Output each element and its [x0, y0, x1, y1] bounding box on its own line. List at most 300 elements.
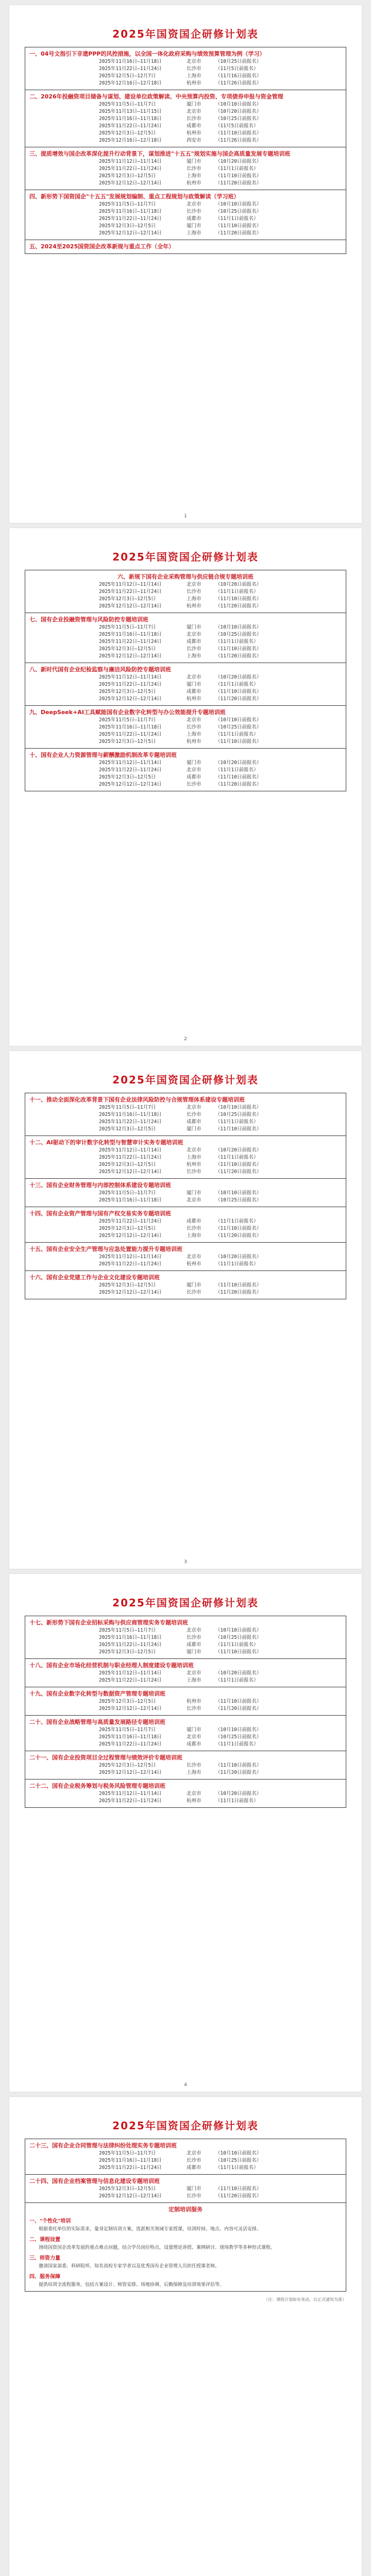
session-line: [29, 581, 342, 588]
session-dates: 2025年11月22日—11月24日: [99, 216, 162, 222]
session-dates: 2025年11月5日—11月7日: [99, 624, 156, 630]
session-deadline: （11月1日前报名）: [215, 1218, 259, 1224]
page-title: 2025年国资国企研修计划表: [112, 1597, 259, 1609]
service-box: [25, 2202, 346, 2292]
course-title: 四、新形势下国资国企"十五五"发展规划编制、重点工程规划与政策解读（学习班）: [29, 193, 240, 200]
session-deadline: （10月25日前报名）: [215, 209, 262, 214]
session-dates: 2025年12月12日—12月14日: [99, 2193, 162, 2199]
session-deadline: （10月10日前报名）: [215, 2150, 262, 2156]
session-city: 上海市: [187, 230, 201, 236]
session-city: 北京市: [187, 1734, 201, 1740]
schedule-table: [25, 1093, 346, 1299]
session-deadline: （10月20日前报名）: [215, 674, 262, 680]
session-dates: 2025年12月3日—12月5日: [99, 596, 156, 602]
session-line: [29, 1762, 342, 1769]
session-city: 成都市: [187, 1642, 201, 1648]
course-title: 八、新时代国有企业纪检监察与廉洁风险防控专题培训班: [29, 666, 171, 673]
course-row: [25, 240, 346, 253]
session-city: 上海市: [187, 73, 201, 79]
course-title: 十、国有企业人力资源管理与薪酬激励机制改革专题培训班: [29, 752, 177, 758]
session-dates: 2025年12月3日—12月5日: [99, 1282, 156, 1288]
session-line: [29, 1104, 342, 1111]
session-dates: 2025年11月16日—11月18日: [99, 632, 162, 637]
session-line: [29, 1790, 342, 1798]
session-deadline: （11月20日前报名）: [215, 1770, 262, 1775]
session-dates: 2025年12月3日—12月5日: [99, 1162, 156, 1167]
session-city: 成都市: [187, 123, 201, 129]
session-line: [29, 1649, 342, 1656]
session-line: [29, 603, 342, 610]
course-row: [25, 90, 346, 147]
course-title: 二十三、国有企业合同管理与法律纠纷处理实务专题培训班: [29, 2142, 177, 2149]
course-title: 十六、国有企业党建工作与企业文化建设专题培训班: [29, 1274, 160, 1281]
session-deadline: （11月10日前报名）: [215, 774, 262, 780]
session-line: [29, 674, 342, 681]
session-deadline: （10月20日前报名）: [215, 1791, 262, 1797]
session-city: 北京市: [187, 59, 201, 64]
session-deadline: （11月1日前报名）: [215, 216, 259, 222]
course-row: [25, 147, 346, 190]
session-deadline: （10月10日前报名）: [215, 1190, 262, 1196]
session-dates: 2025年12月3日—12月5日: [99, 1649, 156, 1655]
session-dates: 2025年12月12日—12月14日: [99, 603, 162, 609]
course-title: 十二、AI驱动下的审计数字化转型与智慧审计实务专题培训班: [29, 1139, 183, 1146]
session-city: 厦门市: [187, 1282, 201, 1288]
session-dates: 2025年11月12日—11月14日: [99, 159, 162, 164]
session-city: 杭州市: [187, 130, 201, 136]
session-city: 北京市: [187, 109, 201, 114]
session-dates: 2025年11月12日—11月14日: [99, 1791, 162, 1797]
page-1: [9, 5, 362, 523]
session-line: [29, 653, 342, 660]
session-dates: 2025年11月5日—11月7日: [99, 101, 156, 107]
service-heading: 一、"个性化"培训: [29, 2218, 71, 2224]
session-line: [29, 1190, 342, 1197]
session-deadline: （11月1日前报名）: [215, 1677, 259, 1683]
session-line: [29, 738, 342, 745]
session-deadline: （11月10日前报名）: [215, 646, 262, 652]
session-deadline: （10月25日前报名）: [215, 1635, 262, 1640]
session-deadline: （11月20日前报名）: [215, 1706, 262, 1711]
session-deadline: （11月1日前报名）: [215, 589, 259, 595]
course-row: [25, 749, 346, 791]
session-line: [29, 731, 342, 738]
session-dates: 2025年11月22日—11月24日: [99, 682, 162, 687]
page-number: 3: [184, 1560, 187, 1565]
session-line: [29, 2150, 342, 2157]
session-deadline: （10月10日前报名）: [215, 201, 262, 207]
course-row: [25, 1716, 346, 1751]
session-line: [29, 115, 342, 123]
session-deadline: （11月20日前报名）: [215, 782, 262, 787]
session-city: 厦门市: [187, 1126, 201, 1132]
session-line: [29, 101, 342, 108]
session-deadline: （10月20日前报名）: [215, 760, 262, 766]
session-deadline: （11月20日前报名）: [215, 2193, 262, 2199]
session-line: [29, 1168, 342, 1176]
session-city: 长沙市: [187, 1169, 201, 1175]
service-heading: 三、师资力量: [29, 2256, 60, 2261]
session-city: 长沙市: [187, 1290, 201, 1295]
session-line: [29, 1670, 342, 1677]
session-city: 上海市: [187, 1233, 201, 1239]
session-line: [29, 208, 342, 215]
session-deadline: （11月1日前报名）: [215, 1798, 259, 1804]
session-deadline: （11月1日前报名）: [215, 1261, 259, 1267]
session-city: 长沙市: [187, 1112, 201, 1117]
session-deadline: （11月10日前报名）: [215, 689, 262, 694]
session-line: [29, 624, 342, 631]
schedule-table: [25, 2139, 346, 2203]
session-dates: 2025年11月22日—11月24日: [99, 123, 162, 129]
session-city: 北京市: [187, 201, 201, 207]
service-heading: 二、课程设置: [29, 2237, 60, 2243]
session-city: 上海市: [187, 732, 201, 737]
session-dates: 2025年11月5日—11月7日: [99, 717, 156, 723]
session-city: 长沙市: [187, 209, 201, 214]
session-line: [29, 180, 342, 187]
session-deadline: （11月20日前报名）: [215, 1233, 262, 1239]
session-line: [29, 759, 342, 767]
session-deadline: （11月10日前报名）: [215, 1282, 262, 1288]
session-dates: 2025年12月3日—12月5日: [99, 1226, 156, 1231]
session-dates: 2025年12月12日—12月14日: [99, 1169, 162, 1175]
session-city: 长沙市: [187, 1706, 201, 1711]
session-line: [29, 638, 342, 646]
session-deadline: （11月10日前报名）: [215, 1226, 262, 1231]
session-city: 厦门市: [187, 1649, 201, 1655]
page-number: 1: [184, 514, 187, 519]
session-dates: 2025年11月12日—11月14日: [99, 760, 162, 766]
session-deadline: （10月25日前报名）: [215, 59, 262, 64]
session-dates: 2025年11月16日—11月18日: [99, 209, 162, 214]
session-deadline: （11月1日前报名）: [215, 2165, 259, 2171]
session-dates: 2025年11月22日—11月24日: [99, 1677, 162, 1683]
session-deadline: （11月1日前报名）: [215, 682, 259, 687]
session-dates: 2025年11月16日—11月18日: [99, 1197, 162, 1203]
session-city: 上海市: [187, 1155, 201, 1160]
course-row: [25, 1780, 346, 1807]
session-line: [29, 1282, 342, 1289]
session-deadline: （11月20日前报名）: [215, 1290, 262, 1295]
session-city: 长沙市: [187, 116, 201, 122]
session-line: [29, 724, 342, 731]
service-heading: 四、服务保障: [29, 2274, 60, 2280]
session-city: 长沙市: [187, 724, 201, 730]
session-dates: 2025年11月16日—11月18日: [99, 116, 162, 122]
session-deadline: （10月10日前报名）: [215, 1727, 262, 1733]
session-line: [29, 1641, 342, 1649]
session-dates: 2025年12月3日—12月5日: [99, 223, 156, 229]
session-line: [29, 1726, 342, 1734]
course-title: 三、提质增效与国企改革深化提升行动背景下，谋划推进"十五五"规划实施与国企高质量发展专题培训班: [29, 150, 291, 157]
session-dates: 2025年11月22日—11月24日: [99, 1218, 162, 1224]
session-city: 成都市: [187, 689, 201, 694]
session-dates: 2025年11月12日—11月14日: [99, 1147, 162, 1153]
session-city: 成都市: [187, 1119, 201, 1125]
session-line: [29, 781, 342, 788]
session-city: 厦门市: [187, 101, 201, 107]
course-title: 六、新规下国有企业采购管理与供应链合规专题培训班: [117, 573, 254, 580]
session-dates: 2025年12月3日—12月5日: [99, 2186, 156, 2192]
session-dates: 2025年11月22日—11月24日: [99, 589, 162, 595]
session-line: [29, 73, 342, 80]
session-city: 北京市: [187, 1628, 201, 1633]
course-row: [25, 1136, 346, 1179]
course-row: [25, 1659, 346, 1687]
session-deadline: （11月10日前报名）: [215, 1699, 262, 1704]
session-city: 杭州市: [187, 1261, 201, 1267]
session-dates: 2025年12月16日—12月18日: [99, 80, 162, 86]
session-line: [29, 58, 342, 65]
session-line: [29, 631, 342, 638]
session-deadline: （11月10日前报名）: [215, 1162, 262, 1167]
course-title: 十三、国有企业财务管理与内部控制体系建设专题培训班: [29, 1182, 171, 1189]
session-line: [29, 2193, 342, 2200]
session-deadline: （10月25日前报名）: [215, 632, 262, 637]
session-dates: 2025年11月5日—11月7日: [99, 2150, 156, 2156]
session-deadline: （10月25日前报名）: [215, 1112, 262, 1117]
session-dates: 2025年11月22日—11月24日: [99, 1798, 162, 1804]
session-line: [29, 1225, 342, 1232]
session-city: 杭州市: [187, 1162, 201, 1167]
session-line: [29, 717, 342, 724]
session-city: 长沙市: [187, 66, 201, 72]
session-dates: 2025年12月12日—12月14日: [99, 1233, 162, 1239]
session-dates: 2025年12月12日—12月14日: [99, 782, 162, 787]
page-title: 2025年国资国企研修计划表: [112, 28, 259, 40]
session-deadline: （10月20日前报名）: [215, 159, 262, 164]
session-line: [29, 646, 342, 653]
session-city: 北京市: [187, 1670, 201, 1676]
service-row: [25, 2203, 346, 2291]
session-dates: 2025年11月16日—11月18日: [99, 1734, 162, 1740]
session-deadline: （10月25日前报名）: [215, 116, 262, 122]
page-title: 2025年国资国企研修计划表: [112, 1074, 259, 1086]
session-dates: 2025年11月22日—11月24日: [99, 66, 162, 72]
session-line: [29, 1261, 342, 1268]
session-city: 杭州市: [187, 603, 201, 609]
session-deadline: （10月25日前报名）: [215, 2158, 262, 2163]
course-row: [25, 663, 346, 706]
session-line: [29, 696, 342, 703]
session-deadline: （11月1日前报名）: [215, 767, 259, 773]
course-title: 二十一、国有企业投资项目全过程管理与绩效评价专题培训班: [29, 1754, 182, 1761]
session-dates: 2025年11月5日—11月7日: [99, 1190, 156, 1196]
session-dates: 2025年11月5日—11月7日: [99, 201, 156, 207]
session-city: 长沙市: [187, 646, 201, 652]
session-deadline: （11月5日前报名）: [215, 66, 259, 72]
session-city: 北京市: [187, 767, 201, 773]
session-city: 西安市: [187, 138, 201, 143]
session-dates: 2025年11月16日—11月18日: [99, 724, 162, 730]
session-city: 北京市: [187, 1197, 201, 1203]
session-line: [29, 1126, 342, 1133]
session-dates: 2025年12月3日—12月5日: [99, 1126, 156, 1132]
session-deadline: （11月1日前报名）: [215, 166, 259, 172]
session-dates: 2025年11月12日—11月14日: [99, 1670, 162, 1676]
session-deadline: （10月10日前报名）: [215, 1628, 262, 1633]
session-dates: 2025年11月22日—11月24日: [99, 166, 162, 172]
session-city: 北京市: [187, 674, 201, 680]
session-city: 北京市: [187, 717, 201, 723]
session-line: [29, 1232, 342, 1240]
session-city: 上海市: [187, 653, 201, 659]
session-line: [29, 767, 342, 774]
session-city: 厦门市: [187, 223, 201, 229]
course-title: 十九、国有企业数字化转型与数据资产管理专题培训班: [29, 1690, 165, 1697]
session-city: 厦门市: [187, 1727, 201, 1733]
session-line: [29, 80, 342, 87]
session-deadline: （11月10日前报名）: [215, 596, 262, 602]
session-dates: 2025年11月22日—11月24日: [99, 1119, 162, 1125]
session-city: 杭州市: [187, 696, 201, 702]
session-deadline: （11月5日前报名）: [215, 123, 259, 129]
session-dates: 2025年12月12日—12月14日: [99, 230, 162, 236]
session-city: 长沙市: [187, 589, 201, 595]
session-line: [29, 2164, 342, 2172]
session-line: [29, 1218, 342, 1225]
session-city: 北京市: [187, 582, 201, 587]
session-city: 上海市: [187, 1770, 201, 1775]
session-deadline: （10月25日前报名）: [215, 1197, 262, 1203]
session-dates: 2025年11月16日—11月18日: [99, 59, 162, 64]
course-title: 九、DeepSeek+AI工具赋能国有企业数字化转型与办公效能提升专题培训班: [29, 709, 226, 716]
service-text: 根据委托单位的实际需求，量身定制培训方案，选派相关领域专家授课，培训时间、地点、内容可灵活安排。: [39, 2227, 262, 2232]
session-deadline: （10月10日前报名）: [215, 717, 262, 723]
session-dates: 2025年11月5日—11月7日: [99, 1727, 156, 1733]
session-city: 北京市: [187, 1147, 201, 1153]
session-city: 成都市: [187, 774, 201, 780]
course-row: [25, 190, 346, 240]
session-dates: 2025年12月12日—12月14日: [99, 1706, 162, 1711]
session-deadline: （11月16日前报名）: [215, 73, 262, 79]
session-deadline: （11月20日前报名）: [215, 230, 262, 236]
page-number: 2: [184, 1037, 187, 1042]
session-city: 杭州市: [187, 739, 201, 744]
course-title: 五、2024至2025国资国企改革新规与重点工作（全年）: [29, 243, 175, 250]
page-title: 2025年国资国企研修计划表: [112, 2120, 259, 2132]
session-city: 厦门市: [187, 760, 201, 766]
session-city: 厦门市: [187, 2186, 201, 2192]
session-city: 成都市: [187, 2165, 201, 2171]
session-deadline: （11月10日前报名）: [215, 1762, 262, 1768]
session-city: 长沙市: [187, 1635, 201, 1640]
session-city: 成都市: [187, 639, 201, 645]
session-dates: 2025年11月12日—11月14日: [99, 582, 162, 587]
session-dates: 2025年12月12日—12月14日: [99, 180, 162, 186]
session-city: 厦门市: [187, 624, 201, 630]
session-dates: 2025年11月16日—11月18日: [99, 2158, 162, 2163]
session-line: [29, 223, 342, 230]
session-deadline: （10月10日前报名）: [215, 1105, 262, 1110]
session-deadline: （10月20日前报名）: [215, 109, 262, 114]
session-city: 上海市: [187, 173, 201, 179]
session-deadline: （10月20日前报名）: [215, 1254, 262, 1260]
session-line: [29, 1111, 342, 1118]
session-line: [29, 1118, 342, 1126]
session-deadline: （11月20日前报名）: [215, 653, 262, 659]
session-deadline: （11月10日前报名）: [215, 2186, 262, 2192]
session-dates: 2025年11月13日—11月15日: [99, 109, 162, 114]
course-title: 二十、国有企业战略管理与高质量发展路径专题培训班: [29, 1719, 165, 1725]
session-city: 上海市: [187, 596, 201, 602]
session-deadline: （11月26日前报名）: [215, 138, 262, 143]
session-dates: 2025年12月5日—12月7日: [99, 73, 156, 79]
session-line: [29, 1798, 342, 1805]
session-line: [29, 1161, 342, 1168]
session-city: 厦门市: [187, 159, 201, 164]
page-number: 4: [184, 2082, 187, 2088]
session-line: [29, 123, 342, 130]
session-city: 长沙市: [187, 166, 201, 172]
session-city: 长沙市: [187, 2193, 201, 2199]
session-dates: 2025年11月12日—11月14日: [99, 674, 162, 680]
session-deadline: （11月26日前报名）: [215, 80, 262, 86]
page-4: [9, 1574, 362, 2092]
session-city: 杭州市: [187, 1699, 201, 1704]
session-line: [29, 1627, 342, 1634]
session-deadline: （10月20日前报名）: [215, 1670, 262, 1676]
session-line: [29, 158, 342, 165]
page-3: [9, 1051, 362, 1569]
session-dates: 2025年11月22日—11月24日: [99, 2165, 162, 2171]
session-deadline: （11月20日前报名）: [215, 180, 262, 186]
session-line: [29, 1197, 342, 1204]
session-dates: 2025年12月3日—12月5日: [99, 1762, 156, 1768]
schedule-table: [25, 1616, 346, 1808]
session-dates: 2025年11月22日—11月24日: [99, 1261, 162, 1267]
session-line: [29, 1741, 342, 1748]
session-line: [29, 1634, 342, 1641]
session-dates: 2025年12月3日—12月5日: [99, 173, 156, 179]
session-line: [29, 1154, 342, 1161]
session-deadline: （11月10日前报名）: [215, 1126, 262, 1132]
session-line: [29, 130, 342, 137]
course-row: [25, 1179, 346, 1207]
session-line: [29, 681, 342, 688]
session-city: 厦门市: [187, 1190, 201, 1196]
session-line: [29, 215, 342, 223]
session-deadline: （11月1日前报名）: [215, 1741, 259, 1747]
session-city: 北京市: [187, 1105, 201, 1110]
session-city: 北京市: [187, 632, 201, 637]
course-title: 十一、推动全面深化改革背景下国有企业法律风险防控与合规管理体系建设专题培训班: [29, 1096, 245, 1103]
page-title: 2025年国资国企研修计划表: [112, 551, 259, 563]
session-dates: 2025年11月5日—11月7日: [99, 1628, 156, 1633]
course-title: 二十二、国有企业税务筹划与税务风险管理专题培训班: [29, 1783, 165, 1789]
session-city: 上海市: [187, 1677, 201, 1683]
course-row: [25, 1243, 346, 1271]
session-city: 长沙市: [187, 1762, 201, 1768]
session-city: 厦门市: [187, 682, 201, 687]
session-city: 长沙市: [187, 782, 201, 787]
session-line: [29, 2157, 342, 2164]
session-line: [29, 1769, 342, 1776]
course-title: 十五、国有企业安全生产管理与应急处置能力提升专题培训班: [29, 1246, 182, 1252]
session-dates: 2025年11月16日—11月18日: [99, 1635, 162, 1640]
session-deadline: （10月20日前报名）: [215, 582, 262, 587]
session-dates: 2025年11月22日—11月24日: [99, 1642, 162, 1648]
session-city: 北京市: [187, 2150, 201, 2156]
session-dates: 2025年12月12日—12月14日: [99, 696, 162, 702]
session-deadline: （11月20日前报名）: [215, 1169, 262, 1175]
session-city: 成都市: [187, 216, 201, 222]
session-city: 杭州市: [187, 180, 201, 186]
course-row: [25, 570, 346, 613]
session-city: 长沙市: [187, 2158, 201, 2163]
session-line: [29, 137, 342, 144]
